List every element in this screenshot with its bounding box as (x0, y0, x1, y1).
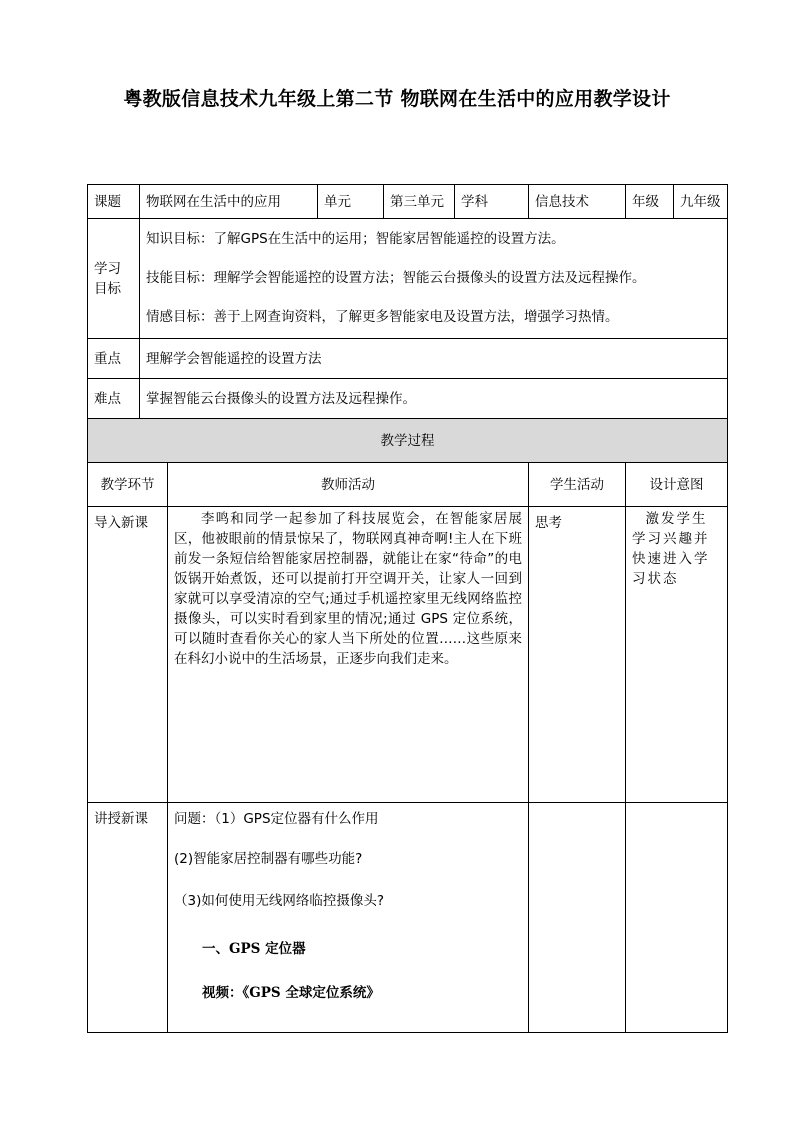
lesson-plan-table (87, 184, 728, 1033)
knowledge-goal: 知识目标：了解GPS在生活中的运用；智能家居智能遥控的设置方法。 (146, 231, 565, 247)
difficulty-label: 难点 (88, 379, 140, 419)
new-lesson-design-intent (626, 803, 728, 1033)
difficulty-value: 掌握智能云台摄像头的设置方法及远程操作。 (140, 379, 728, 419)
intro-row (88, 507, 728, 803)
goals-label (88, 219, 140, 339)
topic-label: 课题 (88, 185, 140, 219)
info-row (88, 185, 728, 219)
emotion-goal: 情感目标：善于上网查询资料，了解更多智能家电及设置方法，增强学习热情。 (146, 309, 619, 325)
column-student: 学生活动 (529, 463, 626, 507)
process-header-row (88, 419, 728, 463)
topic-value: 物联网在生活中的应用 (140, 185, 318, 219)
intro-design-intent: 激发学生学习兴趣并快速进入学习状态 (626, 507, 728, 803)
column-design: 设计意图 (626, 463, 728, 507)
new-lesson-stage: 讲授新课 (88, 803, 168, 1033)
intro-student-activity: 思考 (529, 507, 626, 803)
unit-value: 第三单元 (384, 185, 455, 219)
document-title: 粤教版信息技术九年级上第二节 物联网在生活中的应用教学设计 (123, 88, 671, 110)
goals-row (88, 219, 728, 339)
unit-label: 单元 (318, 185, 384, 219)
column-teacher: 教师活动 (168, 463, 529, 507)
question-1: 问题：（1）GPS定位器有什么作用 (174, 811, 379, 827)
question-3: （3)如何使用无线网络临控摄像头? (174, 893, 385, 909)
goals-label-line1: 学习 (94, 260, 121, 277)
section-gps-locator: 一、GPS 定位器 (202, 941, 306, 957)
key-point-row (88, 339, 728, 379)
question-2: (2)智能家居控制器有哪些功能? (174, 851, 363, 867)
intro-stage: 导入新课 (88, 507, 168, 803)
subject-value: 信息技术 (529, 185, 626, 219)
new-lesson-row (88, 803, 728, 1033)
key-point-value: 理解学会智能遥控的设置方法 (140, 339, 728, 379)
key-point-label: 重点 (88, 339, 140, 379)
grade-value: 九年级 (674, 185, 728, 219)
new-lesson-student-activity (529, 803, 626, 1033)
difficulty-row (88, 379, 728, 419)
subject-label: 学科 (455, 185, 529, 219)
intro-teacher-activity: 李鸣和同学一起参加了科技展览会，在智能家居展区，他被眼前的情景惊呆了，物联网真神奇啊!主人在下班前发一条短信给智能家居控制器，就能让在家“待命”的电饭锅开始煮饭，还可以提前打开空调开关，让家人一回到家就可以享受清凉的空气;通过手机遥控家里无线网络监控摄像头，可以实时看到家里的情况;通过 GPS 定位系统，可以随时查看你关心的家人当下所处的位置……这些原来在科幻小说中的生活场景，正逐步向我们走来。 (168, 507, 529, 803)
goals-label-line2: 目标 (94, 280, 121, 297)
skill-goal: 技能目标：理解学会智能遥控的设置方法；智能云台摄像头的设置方法及远程操作。 (146, 270, 646, 286)
new-lesson-teacher-activity (168, 803, 529, 1033)
video-title: 视频：《GPS 全球定位系统》 (202, 985, 380, 1001)
column-stage: 教学环节 (88, 463, 168, 507)
goals-content (140, 219, 728, 339)
process-columns-row (88, 463, 728, 507)
process-header: 教学过程 (88, 419, 728, 463)
grade-label: 年级 (626, 185, 674, 219)
